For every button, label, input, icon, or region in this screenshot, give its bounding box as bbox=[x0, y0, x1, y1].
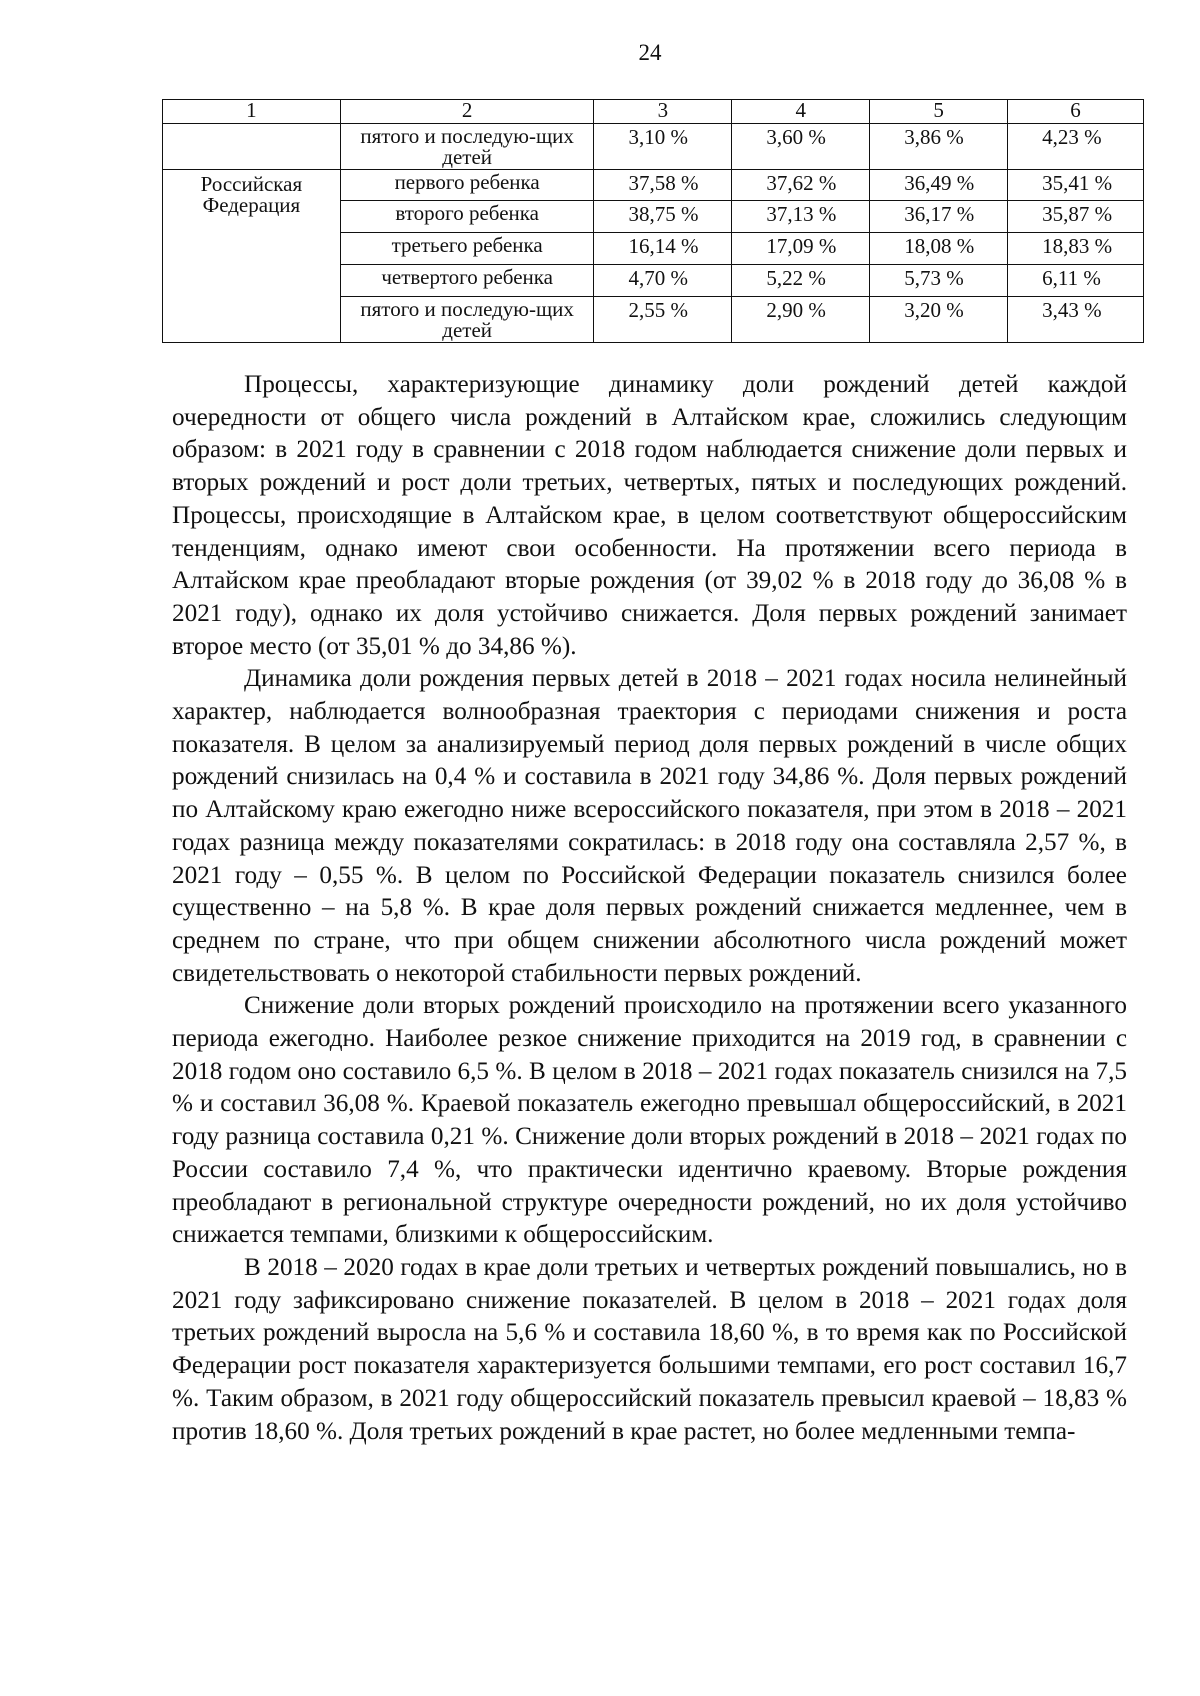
table-cell-value: 38,75 % bbox=[594, 201, 732, 233]
table-cell-value: 3,43 % bbox=[1008, 297, 1144, 343]
birth-order-table bbox=[162, 99, 1144, 343]
table-row bbox=[163, 170, 1144, 201]
table-header-cell: 6 bbox=[1008, 100, 1144, 124]
table-cell-category: второго ребенка bbox=[340, 201, 594, 233]
paragraph: Снижение доли вторых рождений происходило на протяжении всего указанного периода ежегодно. Наиболее резкое снижение приходится на 2019 год, в сравнении с 2018 годом оно составило 6,5 %. В целом в 2018 – 2021 годах показатель снизился на 7,5 % и составил 36,08 %. Краевой показатель ежегодно превышал общероссийский, в 2021 году разница составила 0,21 %. Снижение доли вторых рождений в 2018 – 2021 годах по России составило 7,4 %, что практически идентично краевому. Вторые рождения преобладают в региональной структуре очередности рождений, но их доля устойчиво снижается темпами, близкими к общероссийским. bbox=[172, 992, 1127, 1249]
table-cell-value: 3,10 % bbox=[594, 124, 732, 170]
table-cell-value: 35,41 % bbox=[1008, 170, 1144, 201]
table-cell-category: первого ребенка bbox=[340, 170, 594, 201]
table-header-cell: 1 bbox=[163, 100, 341, 124]
table-cell-value: 4,23 % bbox=[1008, 124, 1144, 170]
table-cell-category: третьего ребенка bbox=[340, 233, 594, 265]
table-cell-value: 5,73 % bbox=[870, 265, 1008, 297]
table-cell-category: пятого и последую-щих детей bbox=[340, 297, 594, 343]
table-header-cell: 2 bbox=[340, 100, 594, 124]
table-cell-value: 36,49 % bbox=[870, 170, 1008, 201]
table-cell-value: 2,90 % bbox=[732, 297, 870, 343]
body-text bbox=[172, 369, 1127, 1448]
table-cell-value: 37,13 % bbox=[732, 201, 870, 233]
table-cell-value: 36,17 % bbox=[870, 201, 1008, 233]
table-cell-region bbox=[163, 124, 341, 170]
table-header-row bbox=[163, 100, 1144, 124]
table-cell-category: четвертого ребенка bbox=[340, 265, 594, 297]
paragraph: Процессы, характеризующие динамику доли рождений детей каждой очередности от общего числа рождений в Алтайском крае, сложились следующим образом: в 2021 году в сравнении с 2018 годом наблюдается снижение доли первых и вторых рождений и рост доли третьих, четвертых, пятых и последующих рождений. Процессы, происходящие в Алтайском крае, в целом соответствуют общероссийским тенденциям, однако имеют свои особенности. На протяжении всего периода в Алтайском крае преобладают вторые рождения (от 39,02 % в 2018 году до 36,08 % в 2021 году), однако их доля устойчиво снижается. Доля первых рождений занимает второе место (от 35,01 % до 34,86 %). bbox=[172, 371, 1127, 660]
table-header-cell: 4 bbox=[732, 100, 870, 124]
paragraph: Динамика доли рождения первых детей в 2018 – 2021 годах носила нелинейный характер, наблюдается волнообразная траектория с периодами снижения и роста показателя. В целом за анализируемый период доля первых рождений в числе общих рождений снизилась на 0,4 % и составила в 2021 году 34,86 %. Доля первых рождений по Алтайскому краю ежегодно ниже всероссийского показателя, при этом в 2018 – 2021 годах разница между показателями сократилась: в 2018 году она составляла 2,57 %, в 2021 году – 0,55 %. В целом по Российской Федерации показатель снизился более существенно – на 5,8 %. В крае доля первых рождений снижается медленнее, чем в среднем по стране, что при общем снижении абсолютного числа рождений может свидетельствовать о некоторой стабильности первых рождений. bbox=[172, 665, 1127, 987]
table-cell-region: Российская Федерация bbox=[163, 170, 341, 343]
table-cell-value: 6,11 % bbox=[1008, 265, 1144, 297]
table-cell-value: 16,14 % bbox=[594, 233, 732, 265]
table-cell-value: 37,62 % bbox=[732, 170, 870, 201]
page-number: 24 bbox=[638, 40, 662, 65]
table-cell-value: 18,83 % bbox=[1008, 233, 1144, 265]
table-cell-value: 18,08 % bbox=[870, 233, 1008, 265]
table-cell-value: 2,55 % bbox=[594, 297, 732, 343]
table-header-cell: 5 bbox=[870, 100, 1008, 124]
table-cell-value: 35,87 % bbox=[1008, 201, 1144, 233]
table-cell-value: 37,58 % bbox=[594, 170, 732, 201]
table-cell-value: 4,70 % bbox=[594, 265, 732, 297]
table-cell-value: 17,09 % bbox=[732, 233, 870, 265]
table-row bbox=[163, 124, 1144, 170]
table-header-cell: 3 bbox=[594, 100, 732, 124]
table-cell-value: 3,60 % bbox=[732, 124, 870, 170]
table-cell-value: 3,86 % bbox=[870, 124, 1008, 170]
paragraph: В 2018 – 2020 годах в крае доли третьих и четвертых рождений повышались, но в 2021 году зафиксировано снижение показателей. В целом в 2018 – 2021 годах доля третьих рождений выросла на 5,6 % и составила 18,60 %, в то время как по Российской Федерации рост показателя характеризуется большими темпами, его рост составил 16,7 %. Таким образом, в 2021 году общероссийский показатель превысил краевой – 18,83 % против 18,60 %. Доля третьих рождений в крае растет, но более медленными темпа- bbox=[172, 1253, 1127, 1445]
table-cell-value: 5,22 % bbox=[732, 265, 870, 297]
table-cell-category: пятого и последую-щих детей bbox=[340, 124, 594, 170]
table-cell-value: 3,20 % bbox=[870, 297, 1008, 343]
